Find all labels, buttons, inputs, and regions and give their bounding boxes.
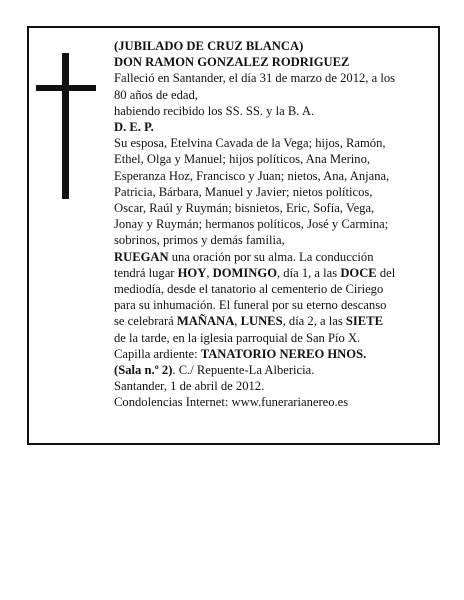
obituary-line: [114, 362, 434, 378]
obituary-text-bold: RUEGAN: [114, 249, 169, 264]
obituary-line: [114, 394, 434, 410]
obituary-line: [114, 297, 434, 313]
obituary-line: [114, 70, 434, 86]
obituary-text-run: , día 2, a las: [282, 314, 346, 329]
obituary-text-run: ,: [206, 265, 213, 280]
obituary-text-run: Santander, 1 de abril de 2012.: [114, 379, 265, 394]
obituary-line: [114, 265, 434, 281]
obituary-text: [114, 38, 434, 411]
obituary-text-run: . C./ Repuente-La Albericia.: [172, 363, 315, 378]
obituary-text-bold: (Sala n.º 2): [114, 363, 173, 378]
obituary-line: [114, 313, 434, 329]
obituary-line: [114, 151, 434, 167]
obituary-text-run: para su inhumación. El funeral por su eterno descanso: [114, 298, 387, 313]
obituary-text-run: se celebrará: [114, 314, 177, 329]
obituary-text-bold: DON RAMON GONZALEZ RODRIGUEZ: [114, 55, 350, 70]
obituary-text-run: Capilla ardiente:: [114, 346, 201, 361]
obituary-text-run: de la tarde, en la iglesia parroquial de San Pío X.: [114, 330, 361, 345]
obituary-line: [114, 168, 434, 184]
obituary-text-bold: D. E. P.: [114, 120, 154, 135]
obituary-line: [114, 330, 434, 346]
obituary-line: [114, 232, 434, 248]
obituary-text-run: Falleció en Santander, el día 31 de marzo de 2012, a los: [114, 71, 396, 86]
obituary-text-run: mediodía, desde el tanatorio al cementerio de Ciriego: [114, 282, 384, 297]
latin-cross-icon: [36, 53, 96, 199]
obituary-text-run: Su esposa, Etelvina Cavada de la Vega; hijos, Ramón,: [114, 136, 386, 151]
obituary-text-run: , día 1, a las: [277, 265, 341, 280]
obituary-text-bold: TANATORIO NEREO HNOS.: [200, 346, 367, 361]
obituary-text-bold: LUNES: [240, 314, 283, 329]
obituary-text-run: ,: [234, 314, 241, 329]
obituary-text-run: Esperanza Hoz, Francisco y Juan; nietos, Ana, Anjana,: [114, 168, 390, 183]
obituary-text-run: habiendo recibido los SS. SS. y la B. A.: [114, 103, 315, 118]
obituary-text-bold: DOCE: [340, 265, 377, 280]
obituary-line: [114, 200, 434, 216]
obituary-text-run: Condolencias Internet: www.funerarianereo.es: [114, 395, 349, 410]
obituary-text-run: 80 años de edad,: [114, 87, 198, 102]
obituary-line: [114, 216, 434, 232]
obituary-line: [114, 87, 434, 103]
obituary-line: [114, 184, 434, 200]
obituary-text-run: sobrinos, primos y demás familia,: [114, 233, 285, 248]
obituary-text-bold: DOMINGO: [212, 265, 277, 280]
obituary-text-run: Patricia, Bárbara, Manuel y Javier; nietos políticos,: [114, 184, 373, 199]
obituary-line: [114, 378, 434, 394]
obituary-line: [114, 346, 434, 362]
obituary-text-bold: (JUBILADO DE CRUZ BLANCA): [114, 39, 304, 53]
cross-vertical-bar: [62, 53, 69, 199]
obituary-text-run: Ethel, Olga y Manuel; hijos políticos, Ana Merino,: [114, 152, 371, 167]
obituary-line: [114, 103, 434, 119]
obituary-line: [114, 281, 434, 297]
obituary-text-run: del: [376, 265, 396, 280]
obituary-line: [114, 119, 434, 135]
obituary-text-bold: MAÑANA: [176, 314, 235, 329]
obituary-text-bold: HOY: [177, 265, 207, 280]
cross-horizontal-bar: [36, 85, 96, 91]
obituary-text-run: una oración por su alma. La conducción: [168, 249, 374, 264]
obituary-line: [114, 135, 434, 151]
obituary-line: [114, 38, 434, 54]
obituary-text-run: tendrá lugar: [114, 265, 178, 280]
obituary-text-run: Oscar, Raúl y Ruymán; bisnietos, Eric, Sofía, Vega,: [114, 201, 375, 216]
obituary-text-bold: SIETE: [345, 314, 384, 329]
obituary-text-run: Jonay y Ruymán; hermanos políticos, José y Carmina;: [114, 217, 389, 232]
obituary-line: [114, 54, 434, 70]
obituary-line: [114, 249, 434, 265]
